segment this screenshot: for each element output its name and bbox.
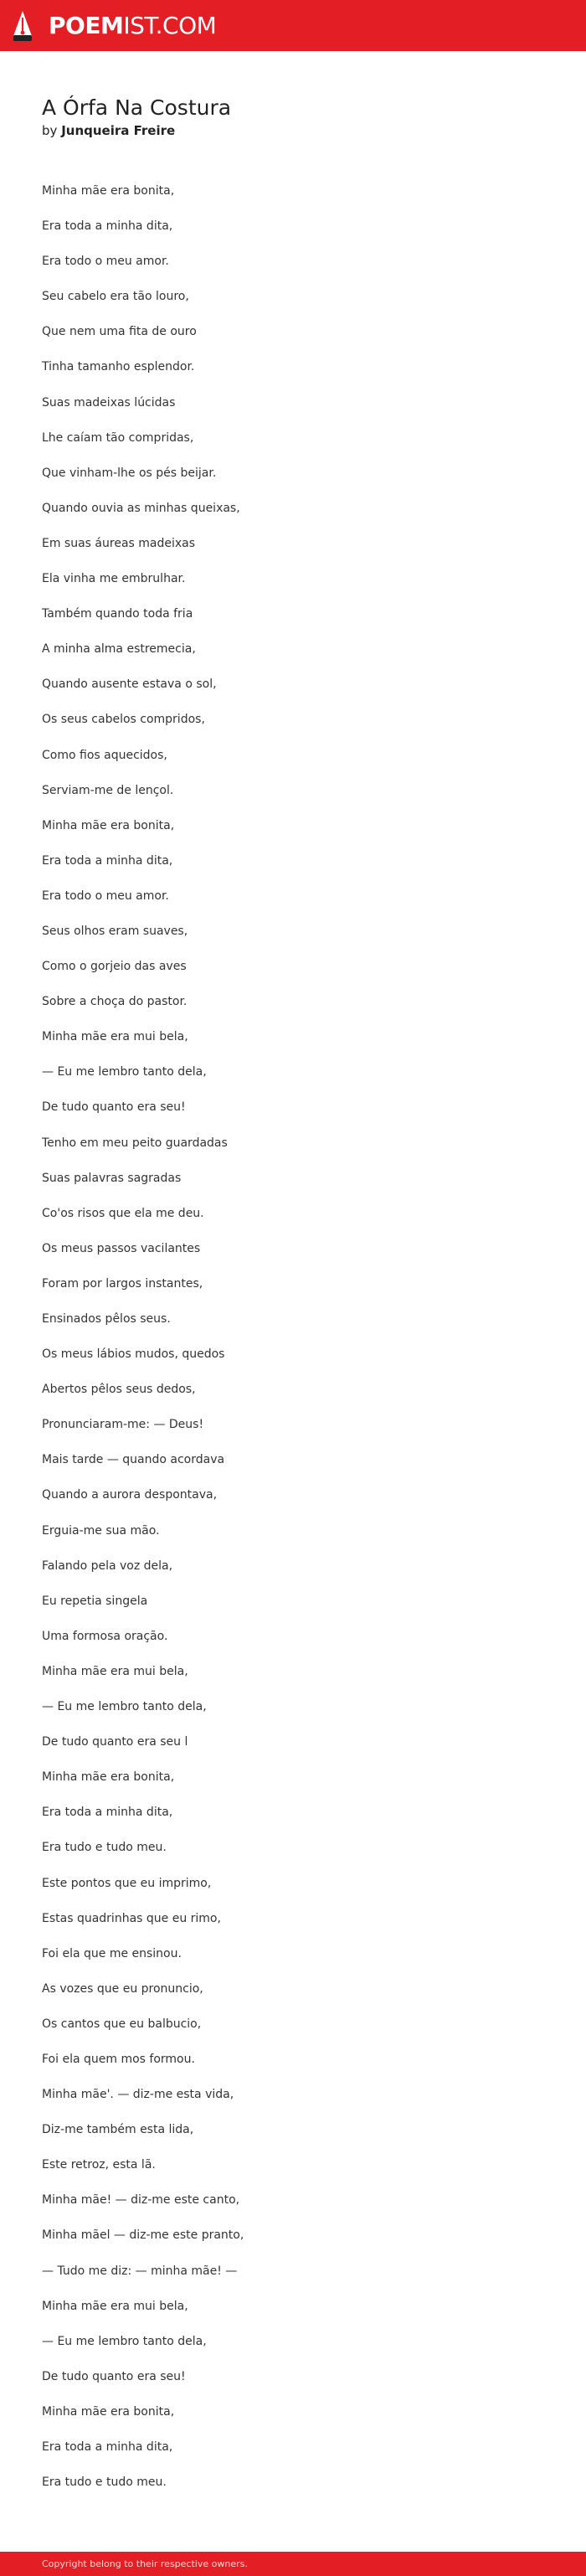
poem-line: Que vinham-lhe os pés beijar. [42,466,217,480]
poem-line: Sobre a choça do pastor. [42,995,188,1009]
poem-line: Em suas áureas madeixas [42,536,196,550]
poem-line: Seus olhos eram suaves, [42,924,188,938]
logo-wordmark [49,11,217,39]
poem-line: De tudo quanto era seu! [42,1100,186,1115]
site-footer [0,2552,586,2576]
poem-line: Foi ela quem mos formou. [42,2052,195,2066]
poem-line: Quando ausente estava o sol, [42,677,217,692]
poem-line: Co'os risos que ela me deu. [42,1206,204,1220]
poem-line: Os meus passos vacilantes [42,1241,201,1255]
poem-line: Estas quadrinhas que eu rimo, [42,1911,221,1925]
poem-line: Seu cabelo era tão louro, [42,290,189,304]
poem-line: — Tudo me diz: — minha mãe! — [42,2264,238,2278]
poem-line: As vozes que eu pronuncio, [42,1981,203,1996]
poem-line: Minha mãe era mui bela, [42,1664,188,1678]
poem-byline [42,122,544,139]
poem-body [42,183,544,2509]
poem-line: Suas madeixas lúcidas [42,395,176,410]
poem-line: Eu repetia singela [42,1594,148,1608]
poem-line: Suas palavras sagradas [42,1171,182,1185]
poem-line: Pronunciaram-me: — Deus! [42,1418,204,1432]
poem-line: Era tudo e tudo meu. [42,2476,167,2490]
poem-line: Ensinados pêlos seus. [42,1312,171,1326]
poem-line: Minha mãe era bonita, [42,1770,175,1785]
poem-line: Era todo o meu amor. [42,889,169,903]
pen-nib-icon [12,10,33,42]
poem-line: De tudo quanto era seu l [42,1735,188,1749]
poem-line: Os seus cabelos compridos, [42,713,205,727]
poem-line: Este pontos que eu imprimo, [42,1876,212,1890]
poem-line: Os meus lábios mudos, quedos [42,1347,225,1362]
poem-line: Minha mãe era bonita, [42,184,175,198]
poem-line: Era tudo e tudo meu. [42,1841,167,1855]
poem-line: Como o gorjeio das aves [42,960,187,974]
poem-title: A Órfa Na Costura [42,95,232,120]
poem-line: Abertos pêlos seus dedos, [42,1383,196,1397]
poem-line: Quando a aurora despontava, [42,1488,218,1502]
poem-line: Como fios aquecidos, [42,748,167,762]
poem-line: Os cantos que eu balbucio, [42,2017,202,2031]
poem-line: Era toda a minha dita, [42,853,173,868]
poem-line: Era toda a minha dita, [42,1806,173,1820]
poem-line: Minha mãe! — diz-me este canto, [42,2193,240,2208]
poem-line: Era todo o meu amor. [42,255,169,269]
site-logo[interactable] [12,0,216,51]
poem-line: Minha mãe era mui bela, [42,2299,188,2313]
logo-wordmark-strong: POEM [49,11,124,39]
poem-line: Falando pela voz dela, [42,1558,173,1573]
poem-line: Uma formosa oração. [42,1629,168,1643]
logo-wordmark-light: IST.COM [123,11,217,39]
poem-line: Tinha tamanho esplendor. [42,360,195,374]
poem-line: Lhe caíam tão compridas, [42,430,194,445]
byline-prefix: by [42,123,58,138]
poem-line: Também quando toda fria [42,607,193,621]
poem-content [42,95,544,2490]
poem-line: Serviam-me de lençol. [42,783,174,797]
poem-line: Minha mãe era mui bela, [42,1030,188,1044]
poem-line: Foram por largos instantes, [42,1276,203,1291]
poem-line: Minha mãe era bonita, [42,2404,175,2419]
poem-line: — Eu me lembro tanto dela, [42,2334,207,2348]
poem-line: Que nem uma fita de ouro [42,325,197,339]
poem-line: Era toda a minha dita, [42,219,173,234]
author-link[interactable]: Junqueira Freire [61,123,176,138]
poem-line: Este retroz, esta lã. [42,2158,156,2172]
poem-line: Minha mãe'. — diz-me esta vida, [42,2088,234,2102]
poem-line: — Eu me lembro tanto dela, [42,1700,207,1714]
poem-line: Quando ouvia as minhas queixas, [42,501,240,515]
copyright-notice: Copyright belong to their respective owners. [42,2558,248,2569]
poem-line: Minha mãel — diz-me este pranto, [42,2228,244,2243]
poem-line: De tudo quanto era seu! [42,2369,186,2383]
poem-line: Era toda a minha dita, [42,2440,173,2454]
site-header [0,0,586,51]
poem-line: Ela vinha me embrulhar. [42,572,186,586]
poem-line: A minha alma estremecia, [42,642,196,657]
poem-line: — Eu me lembro tanto dela, [42,1065,207,1079]
poem-line: Foi ela que me ensinou. [42,1946,182,1960]
poem-line: Tenho em meu peito guardadas [42,1136,228,1150]
poem-line: Mais tarde — quando acordava [42,1453,225,1467]
poem-line: Minha mãe era bonita, [42,818,175,832]
poem-line: Diz-me também esta lida, [42,2123,194,2137]
poem-line: Erguia-me sua mão. [42,1523,160,1538]
